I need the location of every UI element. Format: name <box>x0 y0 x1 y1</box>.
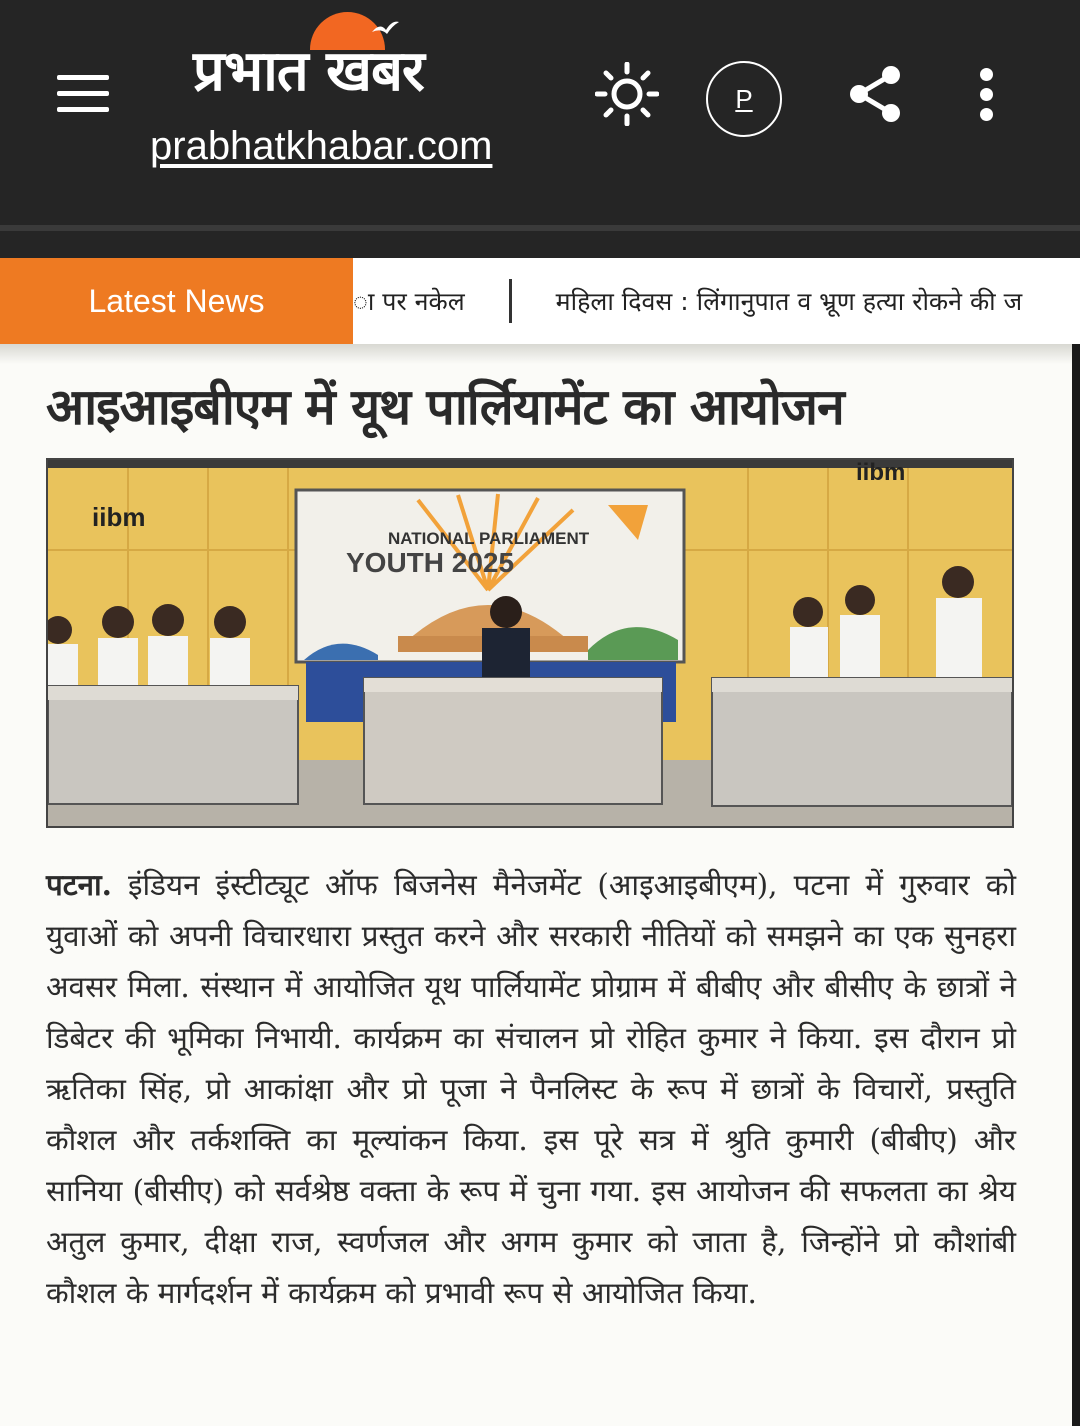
site-url-link[interactable]: prabhatkhabar.com <box>150 124 493 168</box>
article-body <box>46 859 1016 1319</box>
article-body-text: इंडियन इंस्टीट्यूट ऑफ बिजनेस मैनेजमेंट (आइआइबीएम), पटना में गुरुवार को युवाओं को अपनी विचारधारा प्रस्तुत करने और सरकारी नीतियों को समझने का एक सुनहरा अवसर मिला. संस्थान में आयोजित यूथ पार्लियामेंट प्रोग्राम में बीबीए और बीसीए के छात्रों ने डिबेटर की भूमिका निभायी. कार्यक्रम का संचालन प्रो रोहित कुमार ने किया. इस दौरान प्रो ऋतिका सिंह, प्रो आकांक्षा और प्रो पूजा ने पैनलिस्ट के रूप में छात्रों के विचारों, प्रस्तुति कौशल और तर्कशक्ति का मूल्यांकन किया. इस पूरे सत्र में श्रुति कुमारी (बीबीए) और सानिया (बीसीए) को सर्वश्रेष्ठ वक्ता के रूप में चुना गया. इस आयोजन की सफलता का श्रेय अतुल कुमार, दीक्षा राज, स्वर्णजल और अगम कुमार को जाता है, जिन्होंने प्रो कौशांबी कौशल के मार्गदर्शन में कार्यक्रम को प्रभावी रूप से आयोजित किया. <box>46 868 1016 1310</box>
site-logo[interactable] <box>185 12 515 122</box>
avatar-initial: P <box>735 83 753 114</box>
photo-logo-right: iibm <box>856 460 906 486</box>
avatar[interactable] <box>706 61 782 137</box>
article-headline: आइआइबीएम में यूथ पार्लियामेंट का आयोजन <box>46 378 844 436</box>
article-dateline: पटना. <box>46 867 112 902</box>
app-header <box>0 0 1080 225</box>
clipping-top-edge <box>0 344 1080 364</box>
ticker-label[interactable]: Latest News <box>0 258 353 344</box>
share-icon[interactable] <box>847 64 903 124</box>
logo-text: प्रभात खबर <box>193 39 424 104</box>
ticker-item[interactable]: ा पर नकेल <box>353 287 465 316</box>
photo-banner-line1: NATIONAL PARLIAMENT <box>388 529 590 548</box>
clipping-right-edge <box>1072 344 1080 1426</box>
logo-bird-icon <box>370 18 400 38</box>
article-clipping <box>0 344 1080 1426</box>
photo-banner-line2: YOUTH 2025 <box>346 547 515 578</box>
ticker-item[interactable]: महिला दिवस : लिंगानुपात व भ्रूण हत्या रोकने की ज <box>555 287 1023 316</box>
photo-logo-left: iibm <box>92 502 146 532</box>
more-vertical-icon[interactable] <box>975 68 999 122</box>
header-subbar <box>0 231 1080 258</box>
menu-icon[interactable] <box>57 75 109 113</box>
latest-news-ticker <box>0 258 1080 344</box>
ticker-track <box>353 258 1022 344</box>
article-photo <box>46 458 1014 828</box>
brightness-icon[interactable] <box>595 62 659 126</box>
event-photo-illustration <box>48 460 1012 826</box>
ticker-separator <box>509 279 512 323</box>
